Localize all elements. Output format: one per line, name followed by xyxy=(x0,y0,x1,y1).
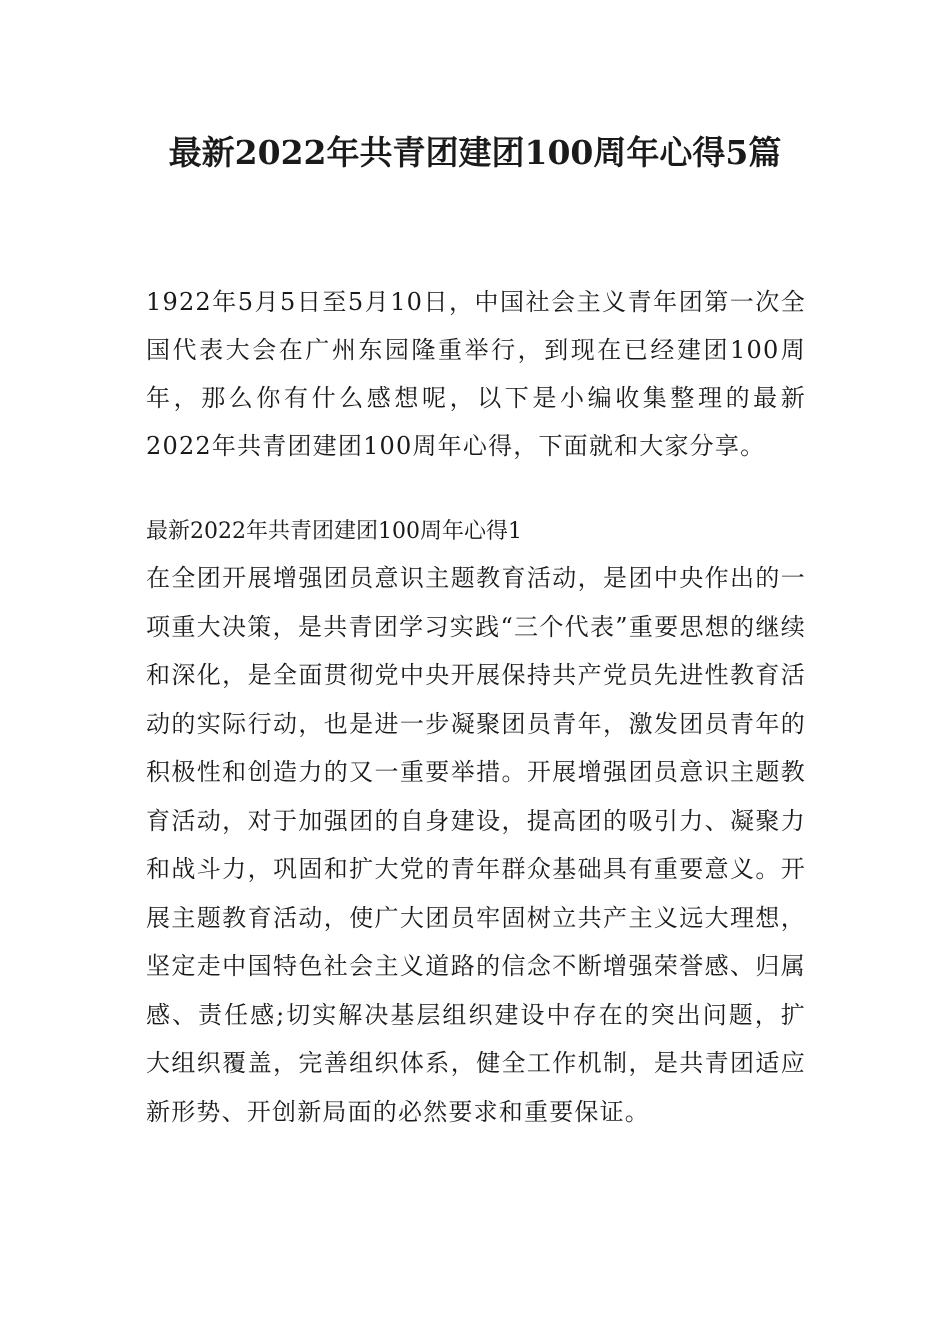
section-heading: 最新2022年共青团建团100周年心得1 xyxy=(146,519,522,544)
document-content xyxy=(146,278,806,1136)
intro-paragraph: 1922年5月5日至5月10日，中国社会主义青年团第一次全国代表大会在广州东园隆重举行，到现在已经建团100周年，那么你有什么感想呢，以下是小编收集整理的最新2022年共青团建团100周年心得，下面就和大家分享。 xyxy=(146,288,806,460)
section-body-paragraph: 在全团开展增强团员意识主题教育活动，是团中央作出的一项重大决策，是共青团学习实践“三个代表”重要思想的继续和深化，是全面贯彻党中央开展保持共产党员先进性教育活动的实际行动，也是进一步凝聚团员青年，激发团员青年的积极性和创造力的又一重要举措。开展增强团员意识主题教育活动，对于加强团的自身建设，提高团的吸引力、凝聚力和战斗力，巩固和扩大党的青年群众基础具有重要意义。开展主题教育活动，使广大团员牢固树立共产主义远大理想，坚定走中国特色社会主义道路的信念不断增强荣誉感、归属感、责任感;切实解决基层组织建设中存在的突出问题，扩大组织覆盖，完善组织体系，健全工作机制，是共青团适应新形势、开创新局面的必然要求和重要保证。 xyxy=(146,564,806,1126)
document-title: 最新2022年共青团建团100周年心得5篇 xyxy=(168,133,782,172)
